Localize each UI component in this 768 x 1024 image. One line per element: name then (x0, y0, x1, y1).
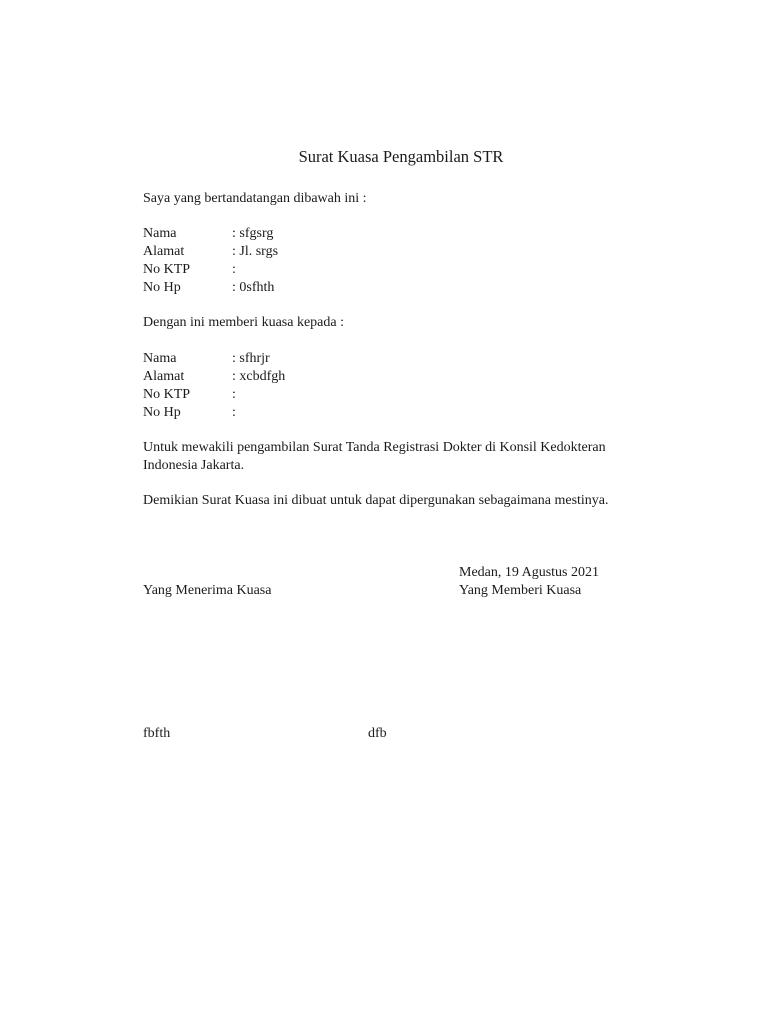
intro-text: Saya yang bertandatangan dibawah ini : (143, 191, 367, 206)
receiver-signature-name: fbfth (143, 726, 171, 741)
giver-ktp-label: No KTP (143, 262, 191, 277)
receiver-phone-label: No Hp (143, 405, 181, 420)
place-date: Medan, 19 Agustus 2021 (459, 565, 599, 580)
giver-name-label: Nama (143, 226, 177, 241)
kuasa-intro-text: Dengan ini memberi kuasa kepada : (143, 315, 344, 330)
receiver-ktp-value: : (232, 387, 236, 402)
receiver-name-label: Nama (143, 351, 177, 366)
purpose-paragraph: Untuk mewakili pengambilan Surat Tanda Registrasi Dokter di Konsil Kedokteran Indonesia Jakarta. (143, 440, 606, 473)
receiver-signature-heading: Yang Menerima Kuasa (143, 583, 272, 598)
giver-ktp-value: : (232, 262, 236, 277)
receiver-address-value: : xcbdfgh (232, 369, 286, 384)
closing-paragraph: Demikian Surat Kuasa ini dibuat untuk dapat dipergunakan sebagaimana mestinya. (143, 493, 609, 508)
receiver-phone-value: : (232, 405, 236, 420)
giver-phone-label: No Hp (143, 280, 181, 295)
receiver-address-label: Alamat (143, 369, 185, 384)
receiver-name-value: : sfhrjr (232, 351, 270, 366)
giver-address-value: : Jl. srgs (232, 244, 279, 259)
receiver-ktp-label: No KTP (143, 387, 191, 402)
giver-phone-value: : 0sfhth (232, 280, 275, 295)
giver-address-label: Alamat (143, 244, 185, 259)
letter-title: Surat Kuasa Pengambilan STR (298, 147, 504, 166)
giver-name-value: : sfgsrg (232, 226, 274, 241)
giver-signature-heading: Yang Memberi Kuasa (459, 583, 582, 598)
giver-signature-name: dfb (368, 726, 387, 741)
